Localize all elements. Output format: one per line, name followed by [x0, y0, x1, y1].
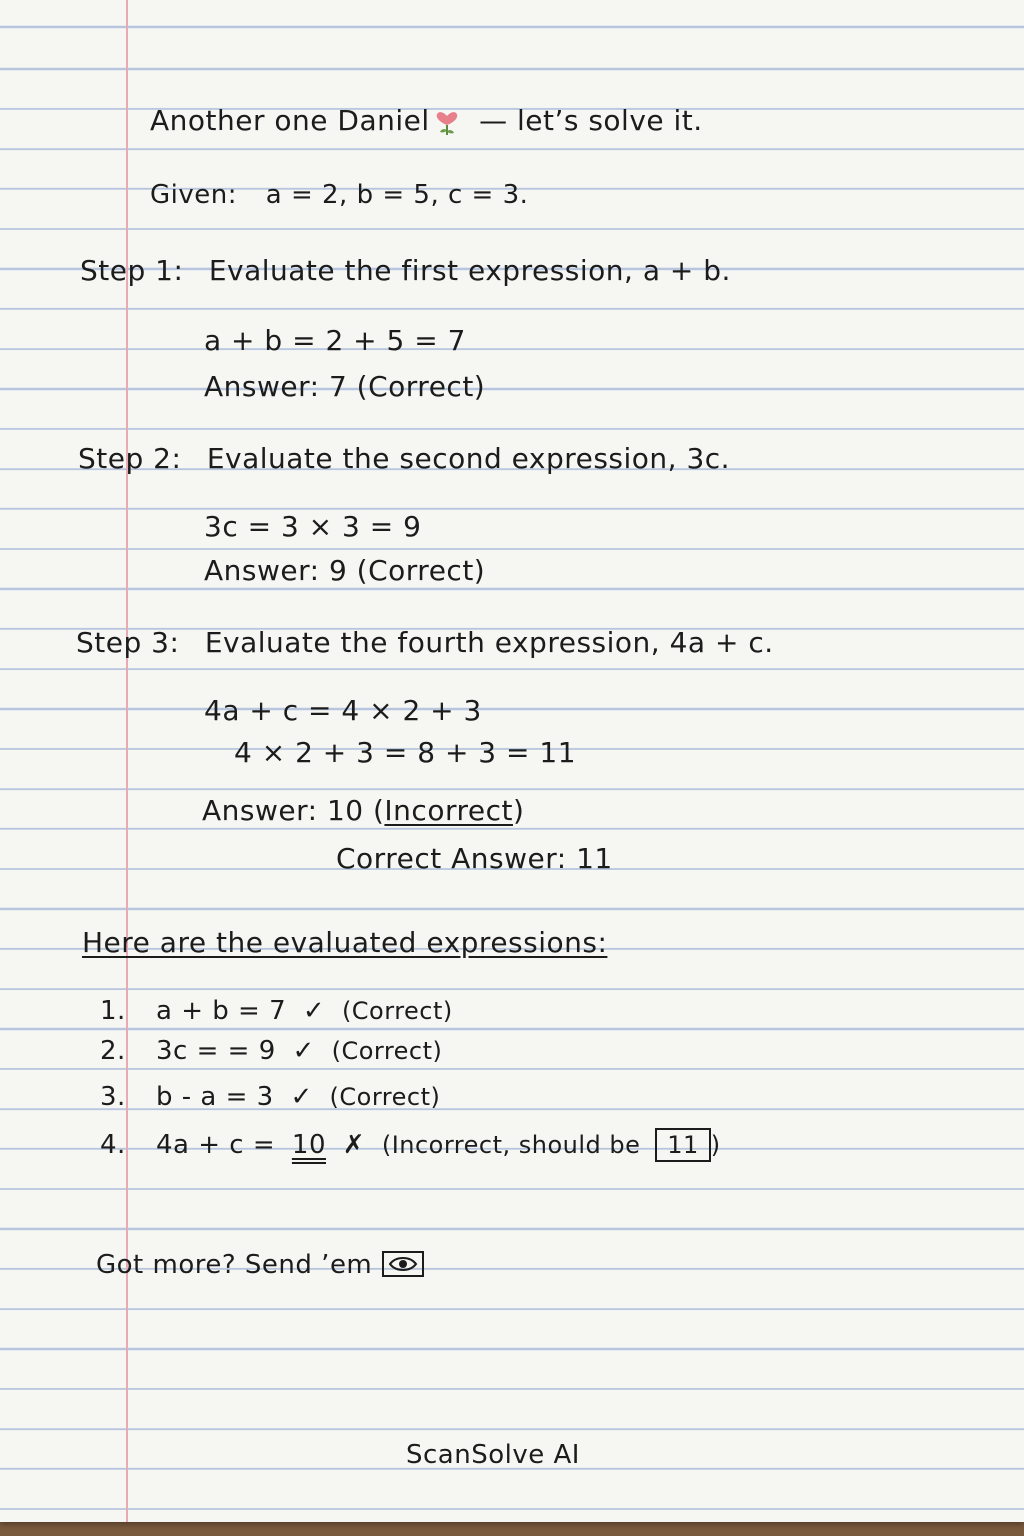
item-note-suffix: ) [710, 1131, 721, 1159]
item-number: 3. [100, 1082, 126, 1112]
step3-answer-status: Incorrect [384, 794, 513, 827]
step1-heading: Step 1: [80, 254, 184, 287]
summary-heading: Here are the evaluated expressions: [82, 926, 608, 959]
summary-item-4 [100, 1128, 721, 1162]
check-icon: ✓ [292, 1036, 315, 1066]
step3-heading: Step 3: [76, 626, 180, 659]
step1-answer: Answer: 7 (Correct) [204, 370, 486, 403]
step3-answer-prefix: Answer: 10 ( [202, 794, 385, 827]
item-expression: b - a = 3 [156, 1082, 274, 1112]
step3-answer [202, 794, 524, 827]
step1-desc: Evaluate the first expression, a + b. [208, 254, 731, 287]
step2-desc: Evaluate the second expression, 3c. [206, 442, 731, 475]
step2-answer: Answer: 9 (Correct) [204, 554, 486, 587]
cross-icon: ✗ [342, 1130, 366, 1160]
item-number: 1. [100, 996, 126, 1026]
check-icon: ✓ [302, 996, 326, 1026]
closing-text: Got more? Send ’em [96, 1250, 373, 1280]
greeting-text: Another one Daniel [150, 104, 430, 137]
item-note: (Correct) [329, 1083, 441, 1111]
greeting-line [150, 104, 703, 137]
margin-line [126, 0, 128, 1522]
given-label: Given: [150, 180, 237, 210]
item-note: (Correct) [331, 1037, 443, 1065]
item-expression: 3c = = 9 [156, 1036, 276, 1066]
check-icon: ✓ [290, 1082, 313, 1112]
step1-line [80, 254, 731, 287]
item-expression: 4a + c = [156, 1130, 284, 1160]
item-expression: a + b = 7 [156, 996, 287, 1026]
step1-work: a + b = 2 + 5 = 7 [204, 324, 466, 357]
summary-item-1 [100, 996, 453, 1026]
greeting-after: — let’s solve it. [479, 104, 703, 137]
step2-heading: Step 2: [78, 442, 182, 475]
given-values: a = 2, b = 5, c = 3. [265, 180, 529, 210]
given-line [150, 180, 528, 210]
flower-icon [434, 106, 460, 136]
step2-work: 3c = 3 × 3 = 9 [204, 510, 422, 543]
step3-desc: Evaluate the fourth expression, 4a + c. [204, 626, 774, 659]
item-number: 4. [100, 1130, 126, 1160]
step3-correct-answer: Correct Answer: 11 [336, 842, 613, 875]
item-note: (Correct) [341, 997, 453, 1025]
item-note: (Incorrect, should be [381, 1131, 641, 1159]
step3-work1: 4a + c = 4 × 2 + 3 [204, 694, 482, 727]
step3-answer-suffix: ) [512, 794, 525, 827]
item-number: 2. [100, 1036, 126, 1066]
eye-icon [382, 1251, 424, 1277]
boxed-answer: 11 [655, 1128, 711, 1162]
step3-work2: 4 × 2 + 3 = 8 + 3 = 11 [234, 736, 577, 769]
step2-line [78, 442, 730, 475]
summary-item-2 [100, 1036, 442, 1066]
item-value: 10 [291, 1130, 326, 1160]
summary-item-3 [100, 1082, 440, 1112]
step3-line [76, 626, 774, 659]
closing-line [96, 1250, 424, 1280]
signature: ScanSolve AI [406, 1440, 580, 1470]
